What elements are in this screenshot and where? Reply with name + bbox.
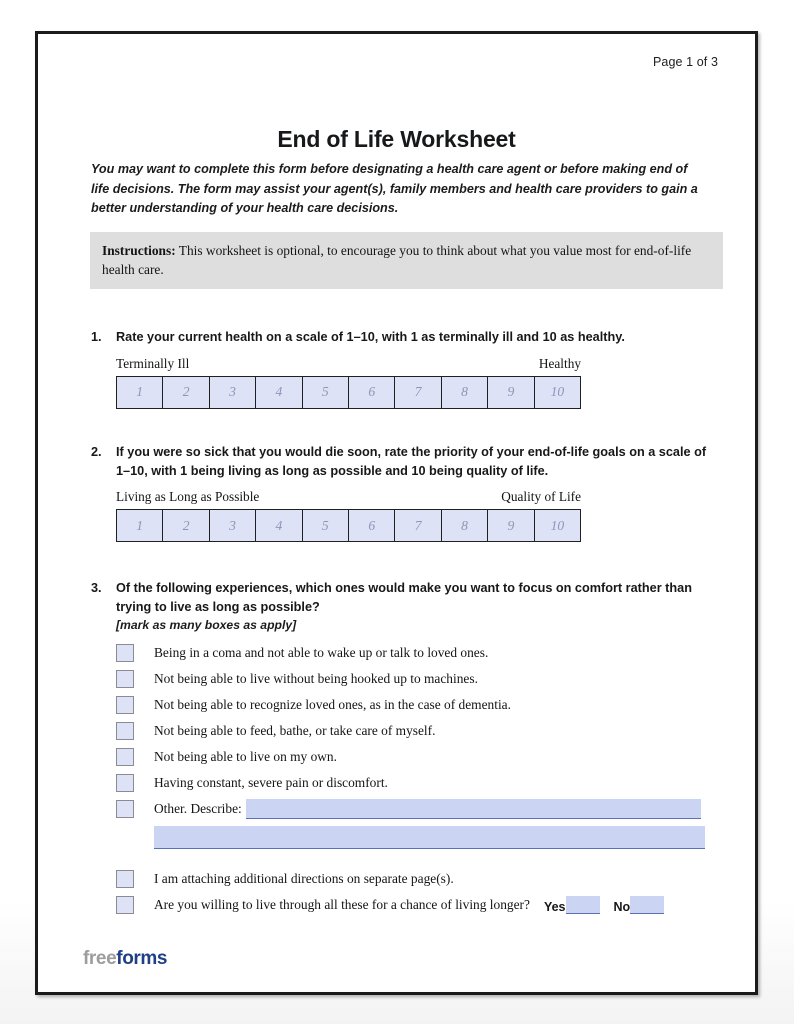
checkbox-other[interactable]: [116, 800, 134, 818]
question-1-number: 1.: [91, 330, 102, 344]
page-number-label: Page 1 of 3: [652, 55, 718, 69]
checkbox-label: Not being able to live on my own.: [154, 749, 337, 764]
question-1-scale-boxes[interactable]: [116, 376, 581, 409]
list-item[interactable]: [116, 718, 719, 744]
checkbox-dementia[interactable]: [116, 696, 134, 714]
page-content: [38, 34, 755, 992]
list-spacer: [116, 852, 719, 866]
question-1-heading: [91, 328, 719, 347]
checkbox-selfcare[interactable]: [116, 722, 134, 740]
question-2-heading: [91, 443, 719, 480]
scale-cell-10[interactable]: 10: [550, 517, 565, 533]
checkbox-live-on-own[interactable]: [116, 748, 134, 766]
scale-cell-10[interactable]: 10: [550, 384, 565, 399]
scale-left-label: Terminally Ill: [116, 355, 190, 371]
scale-cell-7[interactable]: 7: [395, 377, 441, 408]
other-describe-row-2: [154, 822, 719, 852]
document-page: [35, 31, 758, 995]
checkbox-label: Not being able to feed, bathe, or take care of myself.: [154, 723, 436, 738]
question-2-number: 2.: [91, 445, 102, 459]
no-label: No: [613, 900, 631, 914]
checkbox-attaching-directions[interactable]: [116, 870, 134, 888]
scale-cell-5[interactable]: 5: [303, 377, 349, 408]
question-1-scale-labels: [116, 356, 581, 372]
instructions-box: [90, 232, 723, 289]
freeforms-logo: [83, 948, 167, 970]
list-item-other[interactable]: [116, 796, 719, 822]
checkbox-label: Having constant, severe pain or discomfort.: [154, 775, 388, 790]
list-item[interactable]: [116, 744, 719, 770]
no-input[interactable]: [630, 896, 664, 914]
scale-cell-1[interactable]: 1: [117, 510, 163, 541]
checkbox-coma[interactable]: [116, 644, 134, 662]
yes-no-group: [544, 896, 678, 914]
checkbox-label: Not being able to recognize loved ones, as in the case of dementia.: [154, 697, 511, 712]
question-3-subtext: [mark as many boxes as apply]: [116, 618, 297, 632]
list-item[interactable]: [116, 892, 719, 918]
checkbox-label: Are you willing to live through all these for a chance of living longer?: [154, 897, 530, 912]
scale-cell-7[interactable]: 7: [395, 510, 441, 541]
question-3: [91, 579, 719, 918]
scale-cell-9[interactable]: 9: [488, 510, 534, 541]
scale-left-label: Living as Long as Possible: [116, 489, 260, 504]
other-describe-input-line2[interactable]: [154, 826, 705, 849]
scale-right-label: Quality of Life: [501, 489, 581, 504]
question-2-scale-boxes[interactable]: [116, 509, 581, 542]
question-3-number: 3.: [91, 581, 102, 595]
checkbox-label: I am attaching additional directions on separate page(s).: [154, 871, 454, 886]
other-describe-input[interactable]: [246, 799, 701, 819]
question-3-text: Of the following experiences, which ones would make you want to focus on comfort rather than trying to live as long as possible?: [116, 581, 692, 614]
intro-paragraph: You may want to complete this form before designating a health care agent or before making end of life decisions. The form may assist your agent(s), family members and health care providers to gain a better understanding of your health care decisions.: [91, 162, 698, 215]
checkbox-willing-to-live[interactable]: [116, 896, 134, 914]
scale-cell-4[interactable]: 4: [256, 510, 302, 541]
checkbox-label: Not being able to live without being hooked up to machines.: [154, 671, 478, 686]
logo-free-text: free: [83, 948, 117, 969]
checkbox-label: Being in a coma and not able to wake up or talk to loved ones.: [154, 645, 489, 660]
question-1: [91, 328, 719, 409]
scale-cell-6[interactable]: 6: [349, 377, 395, 408]
question-2-text: If you were so sick that you would die soon, rate the priority of your end-of-life goals on a scale of 1–10, with 1 being living as long as possible and 10 being quality of life.: [116, 445, 707, 478]
list-item[interactable]: [116, 770, 719, 796]
checkbox-machines[interactable]: [116, 670, 134, 688]
question-2: [91, 443, 719, 542]
scale-cell-6[interactable]: 6: [349, 510, 395, 541]
instructions-label: Instructions:: [102, 243, 176, 258]
scale-cell-9[interactable]: 9: [488, 377, 534, 408]
question-1-scale: [116, 356, 581, 409]
yes-label: Yes: [543, 900, 566, 914]
page-title: End of Life Worksheet: [277, 126, 516, 153]
list-item[interactable]: [116, 666, 719, 692]
scale-cell-8[interactable]: 8: [442, 510, 488, 541]
scale-cell-2[interactable]: 2: [163, 510, 209, 541]
comfort-options-list: [116, 640, 719, 918]
logo-forms-text: forms: [116, 948, 168, 969]
checkbox-severe-pain[interactable]: [116, 774, 134, 792]
other-label: Other. Describe:: [154, 801, 242, 816]
scale-cell-3[interactable]: 3: [210, 377, 256, 408]
scale-cell-3[interactable]: 3: [210, 510, 256, 541]
question-2-scale-labels: [116, 489, 581, 505]
scale-cell-4[interactable]: 4: [256, 377, 302, 408]
scale-cell-8[interactable]: 8: [442, 377, 488, 408]
scale-cell-1[interactable]: 1: [117, 377, 163, 408]
question-3-heading: [91, 579, 719, 616]
scale-cell-5[interactable]: 5: [303, 510, 349, 541]
list-item[interactable]: [116, 640, 719, 666]
scale-right-label: Healthy: [538, 355, 581, 371]
list-item[interactable]: [116, 866, 719, 892]
scale-cell-2[interactable]: 2: [163, 377, 209, 408]
list-item[interactable]: [116, 692, 719, 718]
question-1-text: Rate your current health on a scale of 1–10, with 1 as terminally ill and 10 as healthy.: [116, 330, 625, 344]
yes-input[interactable]: [566, 896, 600, 914]
instructions-text: This worksheet is optional, to encourage you to think about what you value most for end-of-life health care.: [102, 243, 692, 277]
question-2-scale: [116, 489, 581, 542]
